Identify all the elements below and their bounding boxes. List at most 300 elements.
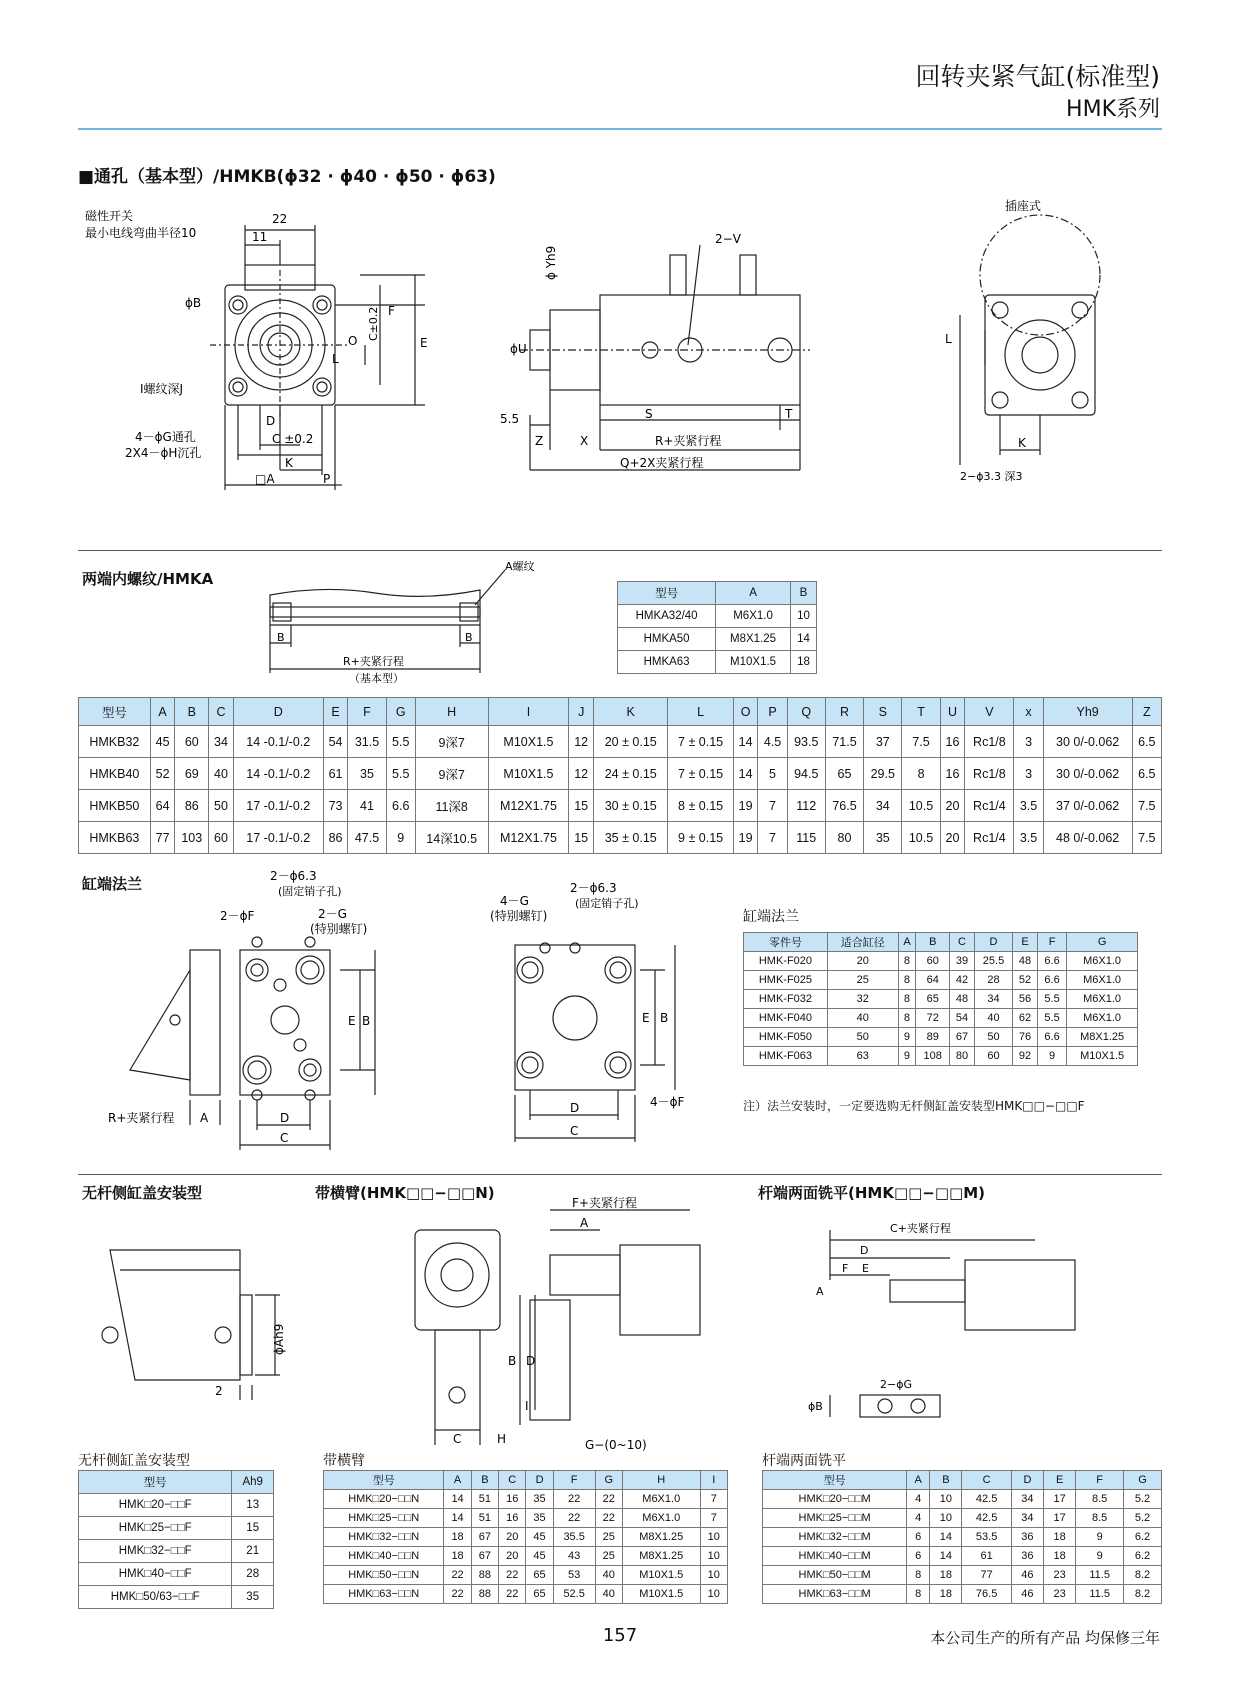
- table-row: [79, 726, 1162, 758]
- table-row: [79, 1586, 274, 1609]
- label-11: 11: [252, 230, 268, 244]
- label-phiU: ϕU: [510, 342, 527, 356]
- page-title: 回转夹紧气缸(标准型): [915, 62, 1160, 91]
- table-cell: 29.5: [864, 758, 902, 790]
- table-cell: 13: [232, 1494, 274, 1517]
- warranty-note: 本公司生产的所有产品 均保修三年: [930, 1629, 1160, 1647]
- table-cell: 6.6: [1037, 1028, 1066, 1047]
- table-cell: 6.5: [1132, 758, 1161, 790]
- table-cell: Rc1/4: [965, 790, 1014, 822]
- table-cell: 40: [595, 1585, 622, 1604]
- rodless-title: 无杆侧缸盖安装型: [82, 1184, 203, 1202]
- label-flange-b-B: B: [660, 1011, 669, 1025]
- label-flange-B: B: [362, 1014, 371, 1028]
- table-cell: 34: [1011, 1490, 1043, 1509]
- table-row: [79, 758, 1162, 790]
- table-row: [763, 1490, 1162, 1509]
- table-cell: 4: [907, 1490, 930, 1509]
- table-cell: 14: [930, 1528, 962, 1547]
- table-cell: 35: [348, 758, 386, 790]
- table-cell: 10.5: [902, 822, 940, 854]
- label-flange-b-4phiF: 4－ϕF: [650, 1095, 685, 1109]
- table-header: Yh9: [1043, 698, 1132, 726]
- table-cell: 35: [526, 1490, 553, 1509]
- flange-drawing-b: [490, 870, 720, 1150]
- table-cell: 23: [1044, 1585, 1076, 1604]
- table-cell: 8 ± 0.15: [668, 790, 733, 822]
- table-cell: 22: [595, 1509, 622, 1528]
- table-cell: 77: [962, 1566, 1011, 1585]
- label-A: □A: [255, 472, 275, 486]
- table-row: [744, 1047, 1138, 1066]
- label-55: 5.5: [500, 412, 520, 426]
- table-cell: 10: [930, 1509, 962, 1528]
- table-cell: 28: [974, 971, 1012, 990]
- table-header: Q: [787, 698, 825, 726]
- table-cell: 92: [1013, 1047, 1038, 1066]
- label-milled-A: A: [816, 1285, 824, 1298]
- table-row: [763, 1509, 1162, 1528]
- label-Z: Z: [535, 434, 544, 448]
- table-cell: 17 -0.1/-0.2: [233, 822, 323, 854]
- label-arm-B: B: [508, 1354, 517, 1368]
- series-subtitle: HMK系列: [1066, 97, 1160, 122]
- table-cell: 51: [471, 1509, 498, 1528]
- table-header: G: [595, 1471, 622, 1490]
- table-cell: 9 ± 0.15: [668, 822, 733, 854]
- label-22: 22: [272, 212, 288, 226]
- table-row: [79, 1517, 274, 1540]
- table-cell: 8: [898, 1009, 916, 1028]
- table-header: A: [444, 1471, 471, 1490]
- table-cell: 48 0/-0.062: [1043, 822, 1132, 854]
- table-header: G: [1124, 1471, 1162, 1490]
- flange-table-title: 缸端法兰: [743, 909, 799, 925]
- table-cell: 8.2: [1124, 1585, 1162, 1604]
- label-A-thread: A螺纹: [505, 560, 535, 573]
- table-cell: 60: [916, 952, 950, 971]
- table-header: Z: [1132, 698, 1161, 726]
- label-flange-E: E: [348, 1014, 356, 1028]
- table-cell: HMK□20−□□N: [324, 1490, 444, 1509]
- table-cell: 31.5: [348, 726, 386, 758]
- label-milled-F: F: [842, 1262, 849, 1275]
- table-cell: 36: [1011, 1528, 1043, 1547]
- table-cell: 8: [902, 758, 940, 790]
- table-header: A: [150, 698, 175, 726]
- table-cell: 6.2: [1124, 1547, 1162, 1566]
- table-cell: 35: [526, 1509, 553, 1528]
- table-header: B: [930, 1471, 962, 1490]
- table-header: 型号: [79, 698, 151, 726]
- table-row: [763, 1547, 1162, 1566]
- table-cell: 8: [898, 971, 916, 990]
- table-cell: 3.5: [1014, 822, 1043, 854]
- table-cell: 56: [1013, 990, 1038, 1009]
- table-cell: HMK-F040: [744, 1009, 828, 1028]
- table-cell: HMKB32: [79, 726, 151, 758]
- table-cell: 45: [150, 726, 175, 758]
- table-cell: HMK-F063: [744, 1047, 828, 1066]
- table-cell: HMK-F025: [744, 971, 828, 990]
- table-cell: 16: [499, 1509, 526, 1528]
- table-cell: HMKB63: [79, 822, 151, 854]
- table-cell: 22: [499, 1585, 526, 1604]
- table-cell: 16: [940, 758, 965, 790]
- table-header: F: [1037, 933, 1066, 952]
- table-cell: 30 0/-0.062: [1043, 758, 1132, 790]
- table-cell: 76: [1013, 1028, 1038, 1047]
- hmka-header: B: [790, 582, 816, 605]
- table-cell: 4.5: [758, 726, 787, 758]
- label-flange-b-pin-hole: (固定销子孔): [575, 897, 639, 910]
- table-row: [618, 651, 817, 674]
- table-cell: 4: [907, 1509, 930, 1528]
- table-cell: 11.5: [1076, 1566, 1124, 1585]
- table-cell: 14: [444, 1509, 471, 1528]
- table-cell: HMK□40−□□N: [324, 1547, 444, 1566]
- table-cell: HMK□50−□□M: [763, 1566, 907, 1585]
- table-header: A: [898, 933, 916, 952]
- table-header: G: [386, 698, 415, 726]
- table-cell: HMKA32/40: [618, 605, 716, 628]
- milled-drawing: [808, 1220, 1130, 1430]
- table-cell: 6.6: [1037, 952, 1066, 971]
- table-cell: 7: [758, 822, 787, 854]
- table-row: [763, 1566, 1162, 1585]
- section-title-hmkb: ■通孔（基本型）/HMKB(ϕ32 · ϕ40 · ϕ50 · ϕ63): [78, 167, 496, 187]
- table-cell: 88: [471, 1585, 498, 1604]
- hmkb-dimension-table: [78, 697, 1162, 854]
- table-cell: M10X1.5: [488, 726, 569, 758]
- label-C-vert: C±0.2: [367, 306, 380, 341]
- table-row: [744, 1009, 1138, 1028]
- flange-note: 注）法兰安装时，一定要选购无杆侧缸盖安装型HMK□□−□□F: [743, 1099, 1085, 1113]
- label-flange-C: C: [280, 1131, 289, 1145]
- table-cell: 16: [499, 1490, 526, 1509]
- label-Q-stroke: Q+2X夹紧行程: [620, 456, 704, 470]
- table-cell: 54: [323, 726, 348, 758]
- table-row: [618, 605, 817, 628]
- table-cell: 8.2: [1124, 1566, 1162, 1585]
- label-flange-A: A: [200, 1111, 209, 1125]
- label-L3: L: [945, 332, 952, 346]
- label-D: D: [266, 414, 276, 428]
- table-row: [763, 1528, 1162, 1547]
- table-cell: 25: [595, 1528, 622, 1547]
- table-cell: 7: [758, 790, 787, 822]
- table-cell: 40: [209, 758, 234, 790]
- table-cell: 10: [790, 605, 816, 628]
- table-cell: 18: [444, 1528, 471, 1547]
- table-cell: 14: [790, 628, 816, 651]
- table-cell: 103: [175, 822, 209, 854]
- label-O: O: [348, 334, 358, 348]
- table-cell: HMK□25−□□F: [79, 1517, 232, 1540]
- table-cell: 52.5: [553, 1585, 595, 1604]
- label-flange-b-2phi63: 2－ϕ6.3: [570, 881, 617, 895]
- label-milled-C-stroke: C+夹紧行程: [890, 1222, 951, 1235]
- table-cell: 22: [444, 1585, 471, 1604]
- flange-section-title: 缸端法兰: [82, 875, 143, 893]
- label-2: 2: [215, 1384, 223, 1398]
- table-cell: HMKA50: [618, 628, 716, 651]
- table-cell: 35 ± 0.15: [594, 822, 668, 854]
- label-flange-b-D: D: [570, 1101, 580, 1115]
- table-cell: 5.5: [1037, 990, 1066, 1009]
- table-cell: M8X1.25: [1067, 1028, 1138, 1047]
- table-header: E: [1013, 933, 1038, 952]
- table-header: F: [553, 1471, 595, 1490]
- arm-table: [323, 1470, 728, 1604]
- table-cell: 34: [974, 990, 1012, 1009]
- label-2V: 2−V: [715, 232, 741, 246]
- label-R-stroke-a: R+夹紧行程: [343, 655, 404, 668]
- table-cell: 14: [733, 726, 758, 758]
- table-cell: 47.5: [348, 822, 386, 854]
- table-cell: 9: [898, 1028, 916, 1047]
- table-cell: 34: [1011, 1509, 1043, 1528]
- table-header: A: [907, 1471, 930, 1490]
- label-flange-R-stroke: R+夹紧行程: [108, 1111, 175, 1125]
- table-cell: 25: [827, 971, 898, 990]
- label-B-right: B: [465, 631, 473, 644]
- label-phiB: ϕB: [185, 296, 202, 310]
- table-cell: 73: [323, 790, 348, 822]
- table-cell: 52: [150, 758, 175, 790]
- label-through-hole: 4－ϕG通孔: [135, 430, 196, 444]
- table-header: 适合缸径: [827, 933, 898, 952]
- table-cell: 112: [787, 790, 825, 822]
- table-cell: 24 ± 0.15: [594, 758, 668, 790]
- table-cell: 69: [175, 758, 209, 790]
- table-cell: 8: [907, 1566, 930, 1585]
- table-cell: 37: [864, 726, 902, 758]
- table-cell: 48: [1013, 952, 1038, 971]
- label-S: S: [645, 407, 653, 421]
- table-header: V: [965, 698, 1014, 726]
- table-cell: 16: [940, 726, 965, 758]
- table-cell: 72: [916, 1009, 950, 1028]
- label-2phi33: 2−ϕ3.3 深3: [960, 470, 1023, 483]
- table-cell: 108: [916, 1047, 950, 1066]
- table-cell: 25.5: [974, 952, 1012, 971]
- table-cell: 15: [232, 1517, 274, 1540]
- table-cell: M6X1.0: [1067, 952, 1138, 971]
- table-cell: 22: [499, 1566, 526, 1585]
- table-header: O: [733, 698, 758, 726]
- table-cell: 45: [526, 1528, 553, 1547]
- milled-table: [762, 1470, 1162, 1604]
- table-cell: 40: [827, 1009, 898, 1028]
- table-cell: 71.5: [825, 726, 863, 758]
- rodless-table: [78, 1470, 274, 1609]
- table-row: [744, 952, 1138, 971]
- table-header: 型号: [324, 1471, 444, 1490]
- table-cell: 40: [595, 1566, 622, 1585]
- table-cell: 115: [787, 822, 825, 854]
- table-cell: 5.5: [386, 758, 415, 790]
- table-cell: HMK□20−□□F: [79, 1494, 232, 1517]
- table-cell: 8: [898, 952, 916, 971]
- table-cell: 15: [569, 790, 594, 822]
- table-cell: 14: [444, 1490, 471, 1509]
- label-R-stroke: R+夹紧行程: [655, 434, 722, 448]
- table-cell: 52: [1013, 971, 1038, 990]
- label-arm-F-stroke: F+夹紧行程: [572, 1196, 637, 1210]
- table-header: I: [488, 698, 569, 726]
- table-cell: 6.5: [1132, 726, 1161, 758]
- table-header: E: [1044, 1471, 1076, 1490]
- table-cell: M10X1.5: [716, 651, 791, 674]
- table-cell: 19: [733, 822, 758, 854]
- table-cell: M6X1.0: [1067, 971, 1138, 990]
- table-cell: HMK□25−□□M: [763, 1509, 907, 1528]
- table-cell: 35.5: [553, 1528, 595, 1547]
- label-F: F: [388, 304, 395, 318]
- table-cell: 18: [1044, 1547, 1076, 1566]
- label-L: L: [332, 352, 339, 366]
- table-cell: 42.5: [962, 1509, 1011, 1528]
- arm-title: 带横臂(HMK□□−□□N): [315, 1184, 495, 1202]
- table-cell: 10: [930, 1490, 962, 1509]
- table-cell: HMK□50−□□N: [324, 1566, 444, 1585]
- table-header: G: [1067, 933, 1138, 952]
- table-row: [324, 1509, 728, 1528]
- table-cell: 28: [232, 1563, 274, 1586]
- label-milled-2phiG: 2−ϕG: [880, 1378, 912, 1391]
- label-C-tol: C ±0.2: [272, 432, 314, 446]
- table-header: 型号: [79, 1471, 232, 1494]
- label-min-bend: 最小电线弯曲半径10: [85, 226, 197, 240]
- table-cell: M6X1.0: [622, 1490, 700, 1509]
- table-cell: Rc1/8: [965, 758, 1014, 790]
- table-cell: Rc1/8: [965, 726, 1014, 758]
- table-header: x: [1014, 698, 1043, 726]
- table-row: [744, 971, 1138, 990]
- table-cell: 20: [940, 790, 965, 822]
- table-cell: 9: [898, 1047, 916, 1066]
- table-header: U: [940, 698, 965, 726]
- label-arm-D: D: [526, 1354, 536, 1368]
- label-flange-special-screw: (特别螺钉): [310, 922, 368, 936]
- table-row: [79, 790, 1162, 822]
- table-header: D: [974, 933, 1012, 952]
- table-header: B: [471, 1471, 498, 1490]
- table-cell: 7.5: [902, 726, 940, 758]
- table-cell: HMKA63: [618, 651, 716, 674]
- hmka-header: 型号: [618, 582, 716, 605]
- table-row: [79, 822, 1162, 854]
- table-cell: 5.5: [1037, 1009, 1066, 1028]
- table-cell: 10.5: [902, 790, 940, 822]
- label-E: E: [420, 336, 428, 350]
- label-flange-pin-hole: (固定销子孔): [278, 885, 342, 898]
- divider-1: [78, 550, 1162, 551]
- hmkb-side-view-drawing: [500, 232, 870, 505]
- table-row: [618, 628, 817, 651]
- rodless-drawing: [95, 1240, 295, 1420]
- table-cell: 7.5: [1132, 790, 1161, 822]
- table-cell: 7 ± 0.15: [668, 758, 733, 790]
- hmka-table: [617, 581, 817, 674]
- label-arm-H: H: [497, 1432, 507, 1446]
- table-header: C: [950, 933, 975, 952]
- table-header: F: [348, 698, 386, 726]
- table-header: D: [1011, 1471, 1043, 1490]
- table-cell: HMK□32−□□N: [324, 1528, 444, 1547]
- table-cell: 18: [930, 1566, 962, 1585]
- table-cell: M10X1.5: [622, 1585, 700, 1604]
- table-cell: 7: [700, 1509, 727, 1528]
- table-header: I: [700, 1471, 727, 1490]
- label-counterbore: 2X4－ϕH沉孔: [125, 446, 202, 460]
- table-cell: 20: [499, 1547, 526, 1566]
- table-cell: 22: [553, 1509, 595, 1528]
- header-divider: [78, 128, 1162, 130]
- label-T: T: [785, 407, 793, 421]
- table-cell: HMK□63−□□N: [324, 1585, 444, 1604]
- table-cell: 89: [916, 1028, 950, 1047]
- table-cell: 61: [962, 1547, 1011, 1566]
- table-cell: HMK□32−□□F: [79, 1540, 232, 1563]
- table-cell: M12X1.75: [488, 822, 569, 854]
- table-cell: 60: [209, 822, 234, 854]
- table-cell: M8X1.25: [622, 1528, 700, 1547]
- table-cell: 53: [553, 1566, 595, 1585]
- table-cell: 6: [907, 1528, 930, 1547]
- table-header: H: [622, 1471, 700, 1490]
- table-header: P: [758, 698, 787, 726]
- table-cell: M12X1.75: [488, 790, 569, 822]
- table-cell: HMK□32−□□M: [763, 1528, 907, 1547]
- table-cell: 30 ± 0.15: [594, 790, 668, 822]
- table-cell: 80: [825, 822, 863, 854]
- table-header: T: [902, 698, 940, 726]
- label-milled-D: D: [860, 1244, 869, 1257]
- label-arm-G: G−(0~10): [585, 1438, 647, 1452]
- label-flange-D: D: [280, 1111, 290, 1125]
- table-cell: 50: [974, 1028, 1012, 1047]
- table-row: [324, 1528, 728, 1547]
- table-cell: 22: [553, 1490, 595, 1509]
- table-cell: 10: [700, 1528, 727, 1547]
- table-cell: 9: [1037, 1047, 1066, 1066]
- label-B-left: B: [277, 631, 285, 644]
- table-cell: 35: [864, 822, 902, 854]
- table-cell: HMK□40−□□F: [79, 1563, 232, 1586]
- flange-drawing-a: [100, 870, 440, 1150]
- table-cell: 21: [232, 1540, 274, 1563]
- table-row: [744, 1028, 1138, 1047]
- table-cell: 17: [1044, 1490, 1076, 1509]
- table-cell: 15: [569, 822, 594, 854]
- hmka-header: A: [716, 582, 791, 605]
- table-cell: 10: [700, 1547, 727, 1566]
- table-cell: 8.5: [1076, 1509, 1124, 1528]
- table-cell: 32: [827, 990, 898, 1009]
- table-cell: 25: [595, 1547, 622, 1566]
- table-cell: 50: [827, 1028, 898, 1047]
- table-cell: 11.5: [1076, 1585, 1124, 1604]
- label-X: X: [580, 434, 589, 448]
- table-cell: 14: [930, 1547, 962, 1566]
- table-cell: 17: [1044, 1509, 1076, 1528]
- table-cell: 51: [471, 1490, 498, 1509]
- table-row: [763, 1585, 1162, 1604]
- table-cell: 12: [569, 726, 594, 758]
- table-row: [324, 1490, 728, 1509]
